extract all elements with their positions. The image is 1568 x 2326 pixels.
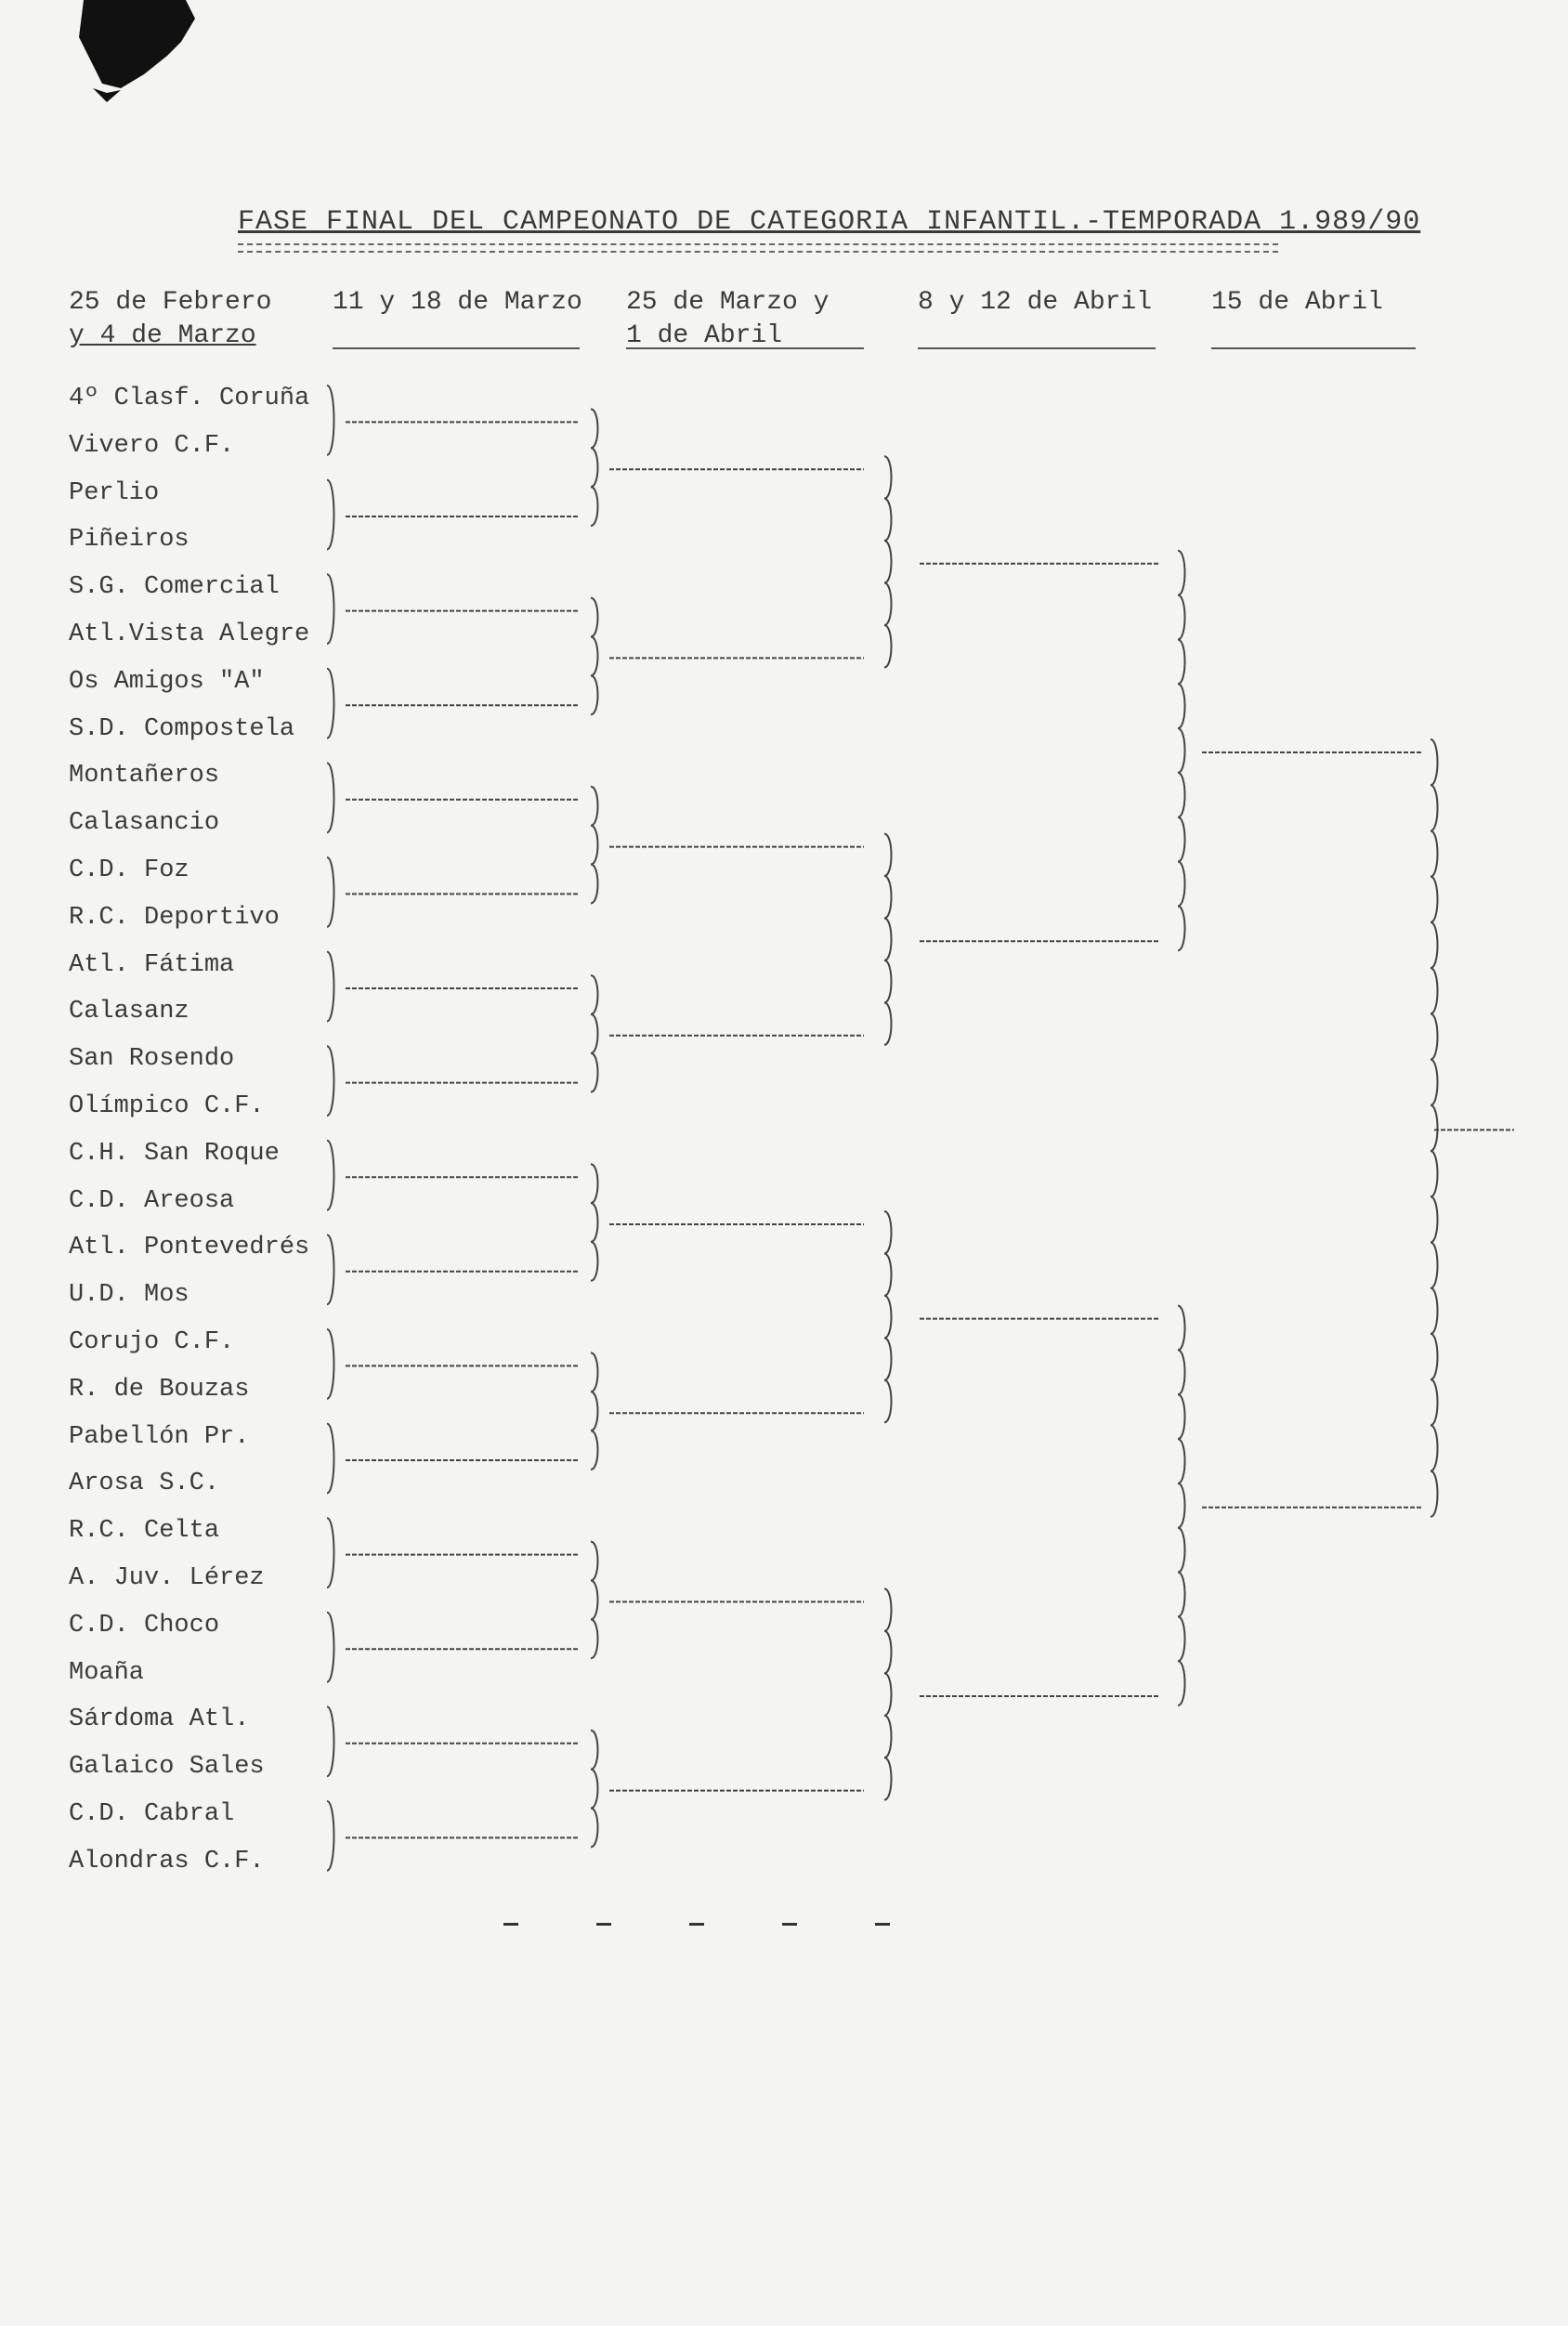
round-2-bracket-brace [591, 598, 598, 715]
round-1-bracket-brace [327, 1046, 334, 1116]
team-name: Olímpico C.F. [69, 1092, 265, 1120]
team-name: San Rosendo [69, 1045, 235, 1074]
round-1-bracket-brace [327, 574, 334, 644]
round-1-bracket-brace [327, 952, 334, 1022]
round-5-bracket-brace [1431, 739, 1438, 1517]
page-title: FASE FINAL DEL CAMPEONATO DE CATEGORIA INFANTIL.-TEMPORADA 1.989/90 [238, 206, 1421, 238]
round-2-bracket-brace [591, 975, 598, 1092]
round-1-date-line1: 25 de Febrero [69, 288, 272, 317]
team-name: S.D. Compostela [69, 714, 295, 743]
round-1-bracket-brace [327, 669, 334, 738]
footer-dash [689, 1923, 704, 1926]
team-name: Os Amigos "A" [69, 667, 265, 696]
round-3-bracket-brace [884, 1211, 892, 1422]
footer-dash [782, 1923, 797, 1926]
team-name: Moaña [69, 1658, 145, 1687]
team-name: Atl. Fátima [69, 950, 235, 979]
round-1-bracket-brace [327, 1424, 334, 1494]
round-2-date-line1: 11 y 18 de Marzo [333, 288, 582, 317]
round-3-bracket-brace [884, 456, 892, 667]
round-1-bracket-brace [327, 1613, 334, 1682]
footer-dash [596, 1923, 611, 1926]
team-name: C.D. Foz [69, 856, 189, 884]
team-name: S.G. Comercial [69, 573, 280, 602]
team-name: R. de Bouzas [69, 1375, 250, 1404]
team-name: R.C. Deportivo [69, 903, 280, 932]
team-name: Vivero C.F. [69, 431, 235, 460]
round-2-bracket-brace [591, 1731, 598, 1848]
round-2-bracket-brace [591, 787, 598, 904]
round-1-bracket-brace [327, 385, 334, 455]
round-1-bracket-brace [327, 480, 334, 550]
round-1-bracket-brace [327, 1235, 334, 1304]
team-name: Montañeros [69, 762, 220, 791]
footer-dash [875, 1923, 890, 1926]
round-1-bracket-brace [327, 1141, 334, 1210]
team-name: Atl. Pontevedrés [69, 1234, 310, 1262]
round-4-bracket-brace [1178, 551, 1185, 950]
round-2-bracket-brace [591, 1542, 598, 1659]
team-name: Pabellón Pr. [69, 1422, 250, 1451]
round-1-bracket-brace [327, 1518, 334, 1588]
round-5-date-line1: 15 de Abril [1211, 288, 1383, 317]
team-name: C.H. San Roque [69, 1139, 280, 1168]
team-name: U.D. Mos [69, 1281, 189, 1310]
team-name: Sárdoma Atl. [69, 1705, 250, 1734]
team-name: 4º Clasf. Coruña [69, 385, 310, 412]
round-3-date-line1: 25 de Marzo y [626, 288, 830, 317]
round-1-bracket-brace [327, 763, 334, 832]
round-3-date-line2: 1 de Abril [626, 321, 783, 350]
team-name: R.C. Celta [69, 1517, 220, 1546]
round-1-bracket-brace [327, 1329, 334, 1399]
round-1-bracket-brace [327, 1801, 334, 1871]
team-name: C.D. Choco [69, 1611, 220, 1640]
team-name: Piñeiros [69, 526, 189, 555]
team-name: Arosa S.C. [69, 1470, 220, 1498]
round-1-date-line2: y 4 de Marzo [69, 321, 256, 350]
team-name: Calasanz [69, 998, 189, 1026]
team-name: Galaico Sales [69, 1753, 265, 1782]
round-4-bracket-brace [1178, 1306, 1185, 1705]
round-2-bracket-brace [591, 409, 598, 526]
team-name: Perlio [69, 478, 160, 507]
round-3-bracket-brace [884, 834, 892, 1045]
team-name: Alondras C.F. [69, 1847, 265, 1875]
team-name: Calasancio [69, 809, 220, 838]
round-1-bracket-brace [327, 857, 334, 927]
team-name: C.D. Areosa [69, 1186, 235, 1215]
team-name: Corujo C.F. [69, 1328, 235, 1356]
round-2-bracket-brace [591, 1352, 598, 1470]
footer-dash [503, 1923, 518, 1926]
round-4-date-line1: 8 y 12 de Abril [918, 288, 1153, 317]
team-name: A. Juv. Lérez [69, 1564, 265, 1592]
round-1-bracket-brace [327, 1706, 334, 1776]
round-3-bracket-brace [884, 1588, 892, 1799]
round-2-bracket-brace [591, 1164, 598, 1281]
team-name: Atl.Vista Alegre [69, 621, 310, 648]
team-name: C.D. Cabral [69, 1800, 235, 1828]
